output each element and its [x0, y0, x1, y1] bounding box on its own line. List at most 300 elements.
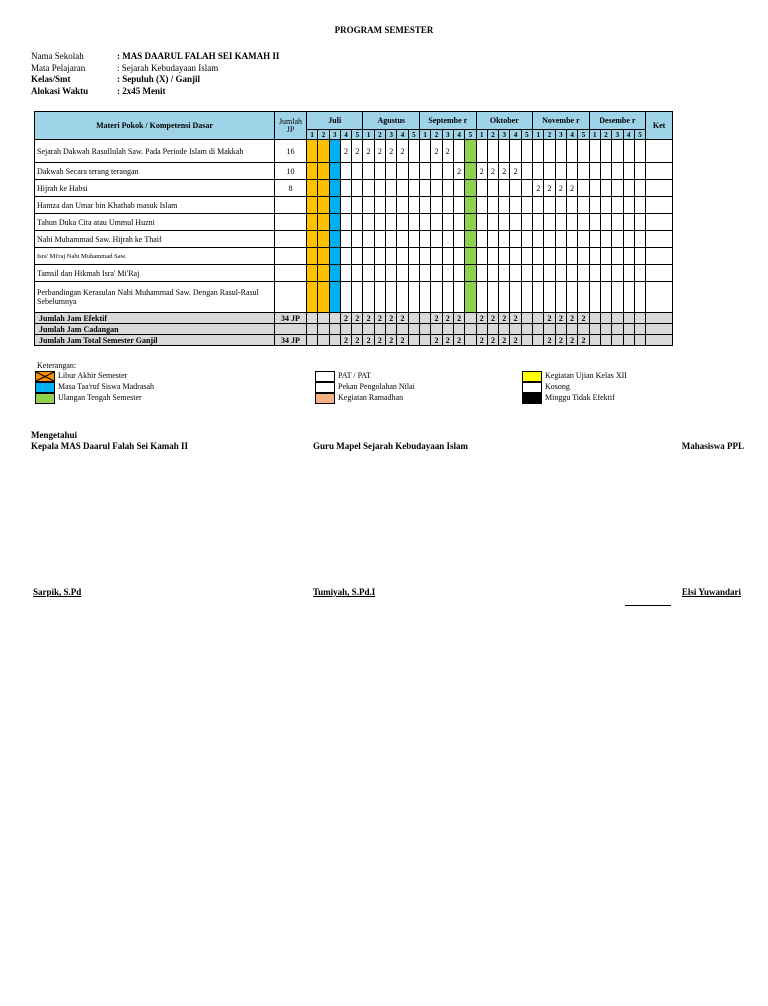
- summary-label: Jumlah Jam Efektif: [35, 313, 275, 324]
- legend-swatch: [35, 393, 55, 404]
- legend-swatch: [522, 371, 542, 382]
- week-cell: [340, 214, 351, 231]
- summary-cell: 2: [510, 313, 521, 324]
- week-cell: [566, 214, 577, 231]
- week-cell: [634, 180, 645, 197]
- week-cell: [352, 282, 363, 313]
- week-cell: [499, 197, 510, 214]
- summary-cell: [453, 324, 464, 335]
- week-cell: [623, 163, 634, 180]
- week-cell: [420, 214, 431, 231]
- week-cell: [566, 265, 577, 282]
- week-cell: [363, 214, 374, 231]
- week-cell: [555, 231, 566, 248]
- week-cell: [612, 214, 623, 231]
- week-cell: [612, 282, 623, 313]
- jp-cell: [275, 214, 307, 231]
- summary-cell: 2: [499, 313, 510, 324]
- summary-cell: [307, 324, 318, 335]
- week-cell: 2: [386, 140, 397, 163]
- summary-cell: [600, 335, 611, 346]
- week-cell: [307, 231, 318, 248]
- week-cell: [623, 180, 634, 197]
- table-row: [35, 180, 673, 197]
- week-cell: [397, 231, 408, 248]
- week-cell: [510, 180, 521, 197]
- week-cell: [578, 163, 589, 180]
- week-header: 5: [634, 130, 645, 140]
- week-cell: 2: [476, 163, 487, 180]
- week-cell: [544, 282, 555, 313]
- legend-label: Masa Taa'ruf Siswa Madrasah: [58, 382, 155, 391]
- week-cell: [352, 163, 363, 180]
- summary-cell: [533, 313, 544, 324]
- legend-swatch: [315, 393, 335, 404]
- week-cell: [442, 180, 453, 197]
- legend-swatch: [522, 382, 542, 393]
- week-cell: [578, 197, 589, 214]
- week-cell: [499, 231, 510, 248]
- summary-cell: [612, 324, 623, 335]
- summary-cell: [397, 324, 408, 335]
- summary-cell: 2: [431, 335, 442, 346]
- week-cell: [408, 180, 419, 197]
- summary-cell: [544, 324, 555, 335]
- week-cell: [442, 265, 453, 282]
- summary-jp: 34 JP: [275, 335, 307, 346]
- week-cell: [318, 163, 329, 180]
- summary-cell: 2: [487, 313, 498, 324]
- ket-cell: [646, 324, 673, 335]
- ket-cell: [646, 180, 673, 197]
- legend-swatch: [35, 371, 55, 382]
- week-cell: [307, 265, 318, 282]
- legend-item: [315, 392, 403, 404]
- summary-cell: [533, 324, 544, 335]
- week-cell: [499, 282, 510, 313]
- summary-cell: [408, 324, 419, 335]
- summary-cell: 2: [386, 313, 397, 324]
- week-cell: [499, 248, 510, 265]
- week-cell: [600, 140, 611, 163]
- week-cell: [533, 231, 544, 248]
- week-cell: [521, 265, 532, 282]
- summary-cell: 2: [363, 313, 374, 324]
- week-cell: [442, 231, 453, 248]
- week-cell: 2: [442, 140, 453, 163]
- week-cell: [600, 231, 611, 248]
- summary-cell: [318, 335, 329, 346]
- week-cell: [397, 180, 408, 197]
- week-cell: [340, 231, 351, 248]
- summary-cell: [623, 324, 634, 335]
- week-cell: [340, 282, 351, 313]
- week-cell: [555, 163, 566, 180]
- week-cell: [453, 282, 464, 313]
- week-cell: [465, 163, 476, 180]
- summary-cell: [420, 324, 431, 335]
- week-cell: [397, 214, 408, 231]
- summary-cell: [521, 335, 532, 346]
- week-cell: [453, 214, 464, 231]
- week-cell: [566, 163, 577, 180]
- week-cell: [589, 214, 600, 231]
- week-cell: [476, 140, 487, 163]
- week-cell: [634, 282, 645, 313]
- week-header: 2: [431, 130, 442, 140]
- summary-row: [35, 313, 673, 324]
- guru-title: Guru Mapel Sejarah Kebudayaan Islam: [313, 441, 469, 451]
- week-cell: [487, 197, 498, 214]
- summary-cell: [533, 335, 544, 346]
- week-cell: [408, 248, 419, 265]
- week-cell: [329, 163, 340, 180]
- week-cell: [465, 265, 476, 282]
- week-cell: [329, 231, 340, 248]
- summary-cell: [623, 313, 634, 324]
- summary-cell: 2: [544, 313, 555, 324]
- week-cell: [431, 214, 442, 231]
- summary-cell: [612, 335, 623, 346]
- week-cell: [420, 282, 431, 313]
- week-cell: 2: [363, 140, 374, 163]
- week-cell: [329, 282, 340, 313]
- table-row: [35, 214, 673, 231]
- week-cell: [544, 163, 555, 180]
- week-cell: [634, 248, 645, 265]
- week-cell: [476, 214, 487, 231]
- week-cell: [555, 265, 566, 282]
- info-key: Kelas/Smt: [31, 74, 71, 84]
- week-header: 4: [510, 130, 521, 140]
- week-cell: [431, 231, 442, 248]
- week-cell: [329, 214, 340, 231]
- legend-label: Kegiatan Ujian Kelas XII: [545, 371, 627, 380]
- summary-cell: [600, 313, 611, 324]
- week-cell: [612, 265, 623, 282]
- summary-cell: [374, 324, 385, 335]
- week-cell: [533, 282, 544, 313]
- week-cell: [521, 214, 532, 231]
- week-cell: [476, 197, 487, 214]
- week-cell: [533, 197, 544, 214]
- week-cell: [465, 248, 476, 265]
- week-header: 5: [408, 130, 419, 140]
- week-cell: [431, 282, 442, 313]
- summary-cell: 2: [544, 335, 555, 346]
- summary-cell: 2: [442, 335, 453, 346]
- week-header: 3: [386, 130, 397, 140]
- week-cell: 2: [397, 140, 408, 163]
- week-cell: [510, 140, 521, 163]
- week-cell: [363, 231, 374, 248]
- week-cell: [533, 265, 544, 282]
- summary-cell: 2: [510, 335, 521, 346]
- summary-cell: 2: [578, 313, 589, 324]
- kepala-title: Kepala MAS Daarul Falah Sei Kamah II: [31, 441, 189, 451]
- summary-cell: [589, 324, 600, 335]
- week-cell: [363, 248, 374, 265]
- week-cell: [352, 197, 363, 214]
- week-cell: [566, 282, 577, 313]
- week-cell: [521, 248, 532, 265]
- summary-cell: 2: [476, 313, 487, 324]
- summary-cell: [329, 313, 340, 324]
- guru-name: Tumiyah, S.Pd.I: [313, 587, 376, 597]
- week-cell: [420, 180, 431, 197]
- week-header: 2: [374, 130, 385, 140]
- week-header: 5: [465, 130, 476, 140]
- week-cell: [634, 214, 645, 231]
- summary-cell: 2: [397, 313, 408, 324]
- week-cell: [589, 231, 600, 248]
- week-header: 3: [499, 130, 510, 140]
- header-ket: Ket: [646, 112, 673, 140]
- week-cell: [623, 140, 634, 163]
- week-header: 3: [442, 130, 453, 140]
- week-cell: 2: [555, 180, 566, 197]
- week-cell: [329, 180, 340, 197]
- ket-cell: [646, 313, 673, 324]
- week-cell: [533, 248, 544, 265]
- summary-cell: [634, 335, 645, 346]
- legend-item: [315, 370, 371, 382]
- week-cell: 2: [533, 180, 544, 197]
- week-cell: [408, 214, 419, 231]
- week-cell: [521, 231, 532, 248]
- week-cell: [589, 197, 600, 214]
- jp-cell: [275, 282, 307, 313]
- week-header: 2: [487, 130, 498, 140]
- week-cell: [544, 248, 555, 265]
- week-cell: [566, 140, 577, 163]
- legend-item: [522, 381, 570, 393]
- week-cell: [476, 180, 487, 197]
- week-cell: [499, 140, 510, 163]
- week-cell: [386, 231, 397, 248]
- summary-cell: [386, 324, 397, 335]
- week-cell: [318, 140, 329, 163]
- summary-cell: [623, 335, 634, 346]
- summary-cell: [566, 324, 577, 335]
- week-header: 4: [566, 130, 577, 140]
- header-jumlah-jp: Jumlah JP: [275, 112, 307, 140]
- week-cell: [487, 248, 498, 265]
- legend-label: Minggu Tidak Efektif: [545, 393, 615, 402]
- week-cell: [487, 282, 498, 313]
- week-cell: [510, 214, 521, 231]
- week-cell: [600, 180, 611, 197]
- info-row: [31, 63, 279, 75]
- info-value: : Sejarah Kebudayaan Islam: [117, 62, 219, 73]
- summary-cell: [465, 335, 476, 346]
- week-cell: [465, 180, 476, 197]
- week-cell: [374, 163, 385, 180]
- week-cell: [487, 140, 498, 163]
- materi-cell: Hijrah ke Habsi: [35, 180, 275, 197]
- week-header: 5: [352, 130, 363, 140]
- legend-swatch: [315, 371, 335, 382]
- week-cell: [442, 214, 453, 231]
- summary-cell: [363, 324, 374, 335]
- month-header: Agustus: [363, 112, 420, 130]
- summary-cell: [318, 324, 329, 335]
- summary-cell: [589, 335, 600, 346]
- legend-label: Libur Akhir Semester: [58, 371, 128, 380]
- week-cell: 2: [566, 180, 577, 197]
- week-cell: [521, 180, 532, 197]
- week-cell: [510, 231, 521, 248]
- week-cell: [612, 197, 623, 214]
- info-value: : MAS DAARUL FALAH SEI KAMAH II: [117, 51, 280, 61]
- legend-label: Pekan Pengolahan Nilai: [338, 382, 415, 391]
- week-cell: [352, 231, 363, 248]
- legend-label: Kosong: [545, 382, 570, 391]
- month-header: Septembe r: [420, 112, 477, 130]
- week-header: 4: [623, 130, 634, 140]
- page-title: PROGRAM SEMESTER: [334, 25, 434, 35]
- summary-cell: 2: [555, 313, 566, 324]
- week-cell: [533, 140, 544, 163]
- summary-cell: 2: [340, 335, 351, 346]
- week-cell: [578, 180, 589, 197]
- legend-swatch: [315, 382, 335, 393]
- week-cell: [352, 248, 363, 265]
- summary-cell: [408, 313, 419, 324]
- summary-cell: [634, 324, 645, 335]
- summary-cell: 2: [555, 335, 566, 346]
- week-cell: [589, 248, 600, 265]
- week-cell: [363, 197, 374, 214]
- week-cell: [352, 180, 363, 197]
- week-cell: [374, 248, 385, 265]
- week-cell: [589, 140, 600, 163]
- week-cell: [307, 282, 318, 313]
- week-cell: 2: [340, 140, 351, 163]
- week-cell: [420, 140, 431, 163]
- week-cell: [408, 140, 419, 163]
- summary-cell: 2: [453, 313, 464, 324]
- week-cell: [612, 248, 623, 265]
- week-cell: [307, 180, 318, 197]
- week-cell: [453, 265, 464, 282]
- week-cell: [589, 265, 600, 282]
- week-cell: [397, 265, 408, 282]
- week-header: 1: [533, 130, 544, 140]
- week-header: 5: [521, 130, 532, 140]
- week-cell: [442, 197, 453, 214]
- week-cell: [533, 163, 544, 180]
- summary-cell: [408, 335, 419, 346]
- summary-cell: 2: [340, 313, 351, 324]
- week-cell: [363, 282, 374, 313]
- summary-cell: [578, 324, 589, 335]
- week-cell: [386, 248, 397, 265]
- week-cell: [623, 282, 634, 313]
- week-cell: [386, 163, 397, 180]
- materi-cell: Perbandingan Kerasulan Nabi Muhammad Saw. Dengan Rasul-Rasul Sebelumnya: [35, 282, 275, 313]
- week-cell: [510, 265, 521, 282]
- week-cell: [476, 265, 487, 282]
- week-header: 1: [363, 130, 374, 140]
- jp-cell: 16: [275, 140, 307, 163]
- week-cell: [453, 140, 464, 163]
- week-cell: [318, 214, 329, 231]
- week-cell: [634, 231, 645, 248]
- week-cell: [408, 265, 419, 282]
- summary-cell: 2: [374, 335, 385, 346]
- week-cell: [487, 214, 498, 231]
- month-header: Novembe r: [533, 112, 590, 130]
- week-cell: [307, 197, 318, 214]
- week-cell: [600, 197, 611, 214]
- week-cell: [521, 163, 532, 180]
- week-header: 1: [307, 130, 318, 140]
- week-header: 1: [420, 130, 431, 140]
- summary-cell: [340, 324, 351, 335]
- week-cell: [363, 163, 374, 180]
- week-cell: [307, 214, 318, 231]
- week-cell: [408, 163, 419, 180]
- materi-cell: Hamza dan Umar bin Khathab masuk Islam: [35, 197, 275, 214]
- week-cell: [634, 265, 645, 282]
- week-cell: [397, 163, 408, 180]
- week-cell: [318, 265, 329, 282]
- summary-cell: 2: [442, 313, 453, 324]
- ket-cell: [646, 282, 673, 313]
- week-cell: [623, 214, 634, 231]
- week-cell: [600, 265, 611, 282]
- ket-cell: [646, 214, 673, 231]
- week-header: 1: [589, 130, 600, 140]
- signature-line: [625, 605, 671, 606]
- week-cell: [453, 197, 464, 214]
- materi-cell: Nabi Muhammad Saw. Hijrah ke Thaif: [35, 231, 275, 248]
- week-cell: [612, 163, 623, 180]
- week-cell: 2: [544, 180, 555, 197]
- table-row: [35, 140, 673, 163]
- month-header: Desembe r: [589, 112, 646, 130]
- summary-cell: [555, 324, 566, 335]
- week-cell: [634, 140, 645, 163]
- week-header: 3: [612, 130, 623, 140]
- kepala-name: Sarpik, S.Pd: [33, 587, 82, 597]
- week-cell: 2: [431, 140, 442, 163]
- legend-swatch: [522, 393, 542, 404]
- week-cell: [340, 248, 351, 265]
- summary-cell: [420, 335, 431, 346]
- summary-cell: [329, 335, 340, 346]
- ket-cell: [646, 248, 673, 265]
- week-cell: [307, 248, 318, 265]
- week-cell: [307, 140, 318, 163]
- legend-title: Keterangan:: [37, 361, 77, 370]
- week-cell: [487, 180, 498, 197]
- week-cell: 2: [510, 163, 521, 180]
- month-header: Juli: [307, 112, 363, 130]
- info-key: Alokasi Waktu: [31, 85, 89, 96]
- week-cell: [329, 248, 340, 265]
- week-cell: [374, 231, 385, 248]
- info-value: : Sepuluh (X) / Ganjil: [117, 74, 201, 84]
- week-cell: [600, 163, 611, 180]
- week-cell: [521, 197, 532, 214]
- week-cell: [465, 214, 476, 231]
- summary-cell: [510, 324, 521, 335]
- summary-jp: [275, 324, 307, 335]
- summary-cell: [420, 313, 431, 324]
- summary-cell: [307, 313, 318, 324]
